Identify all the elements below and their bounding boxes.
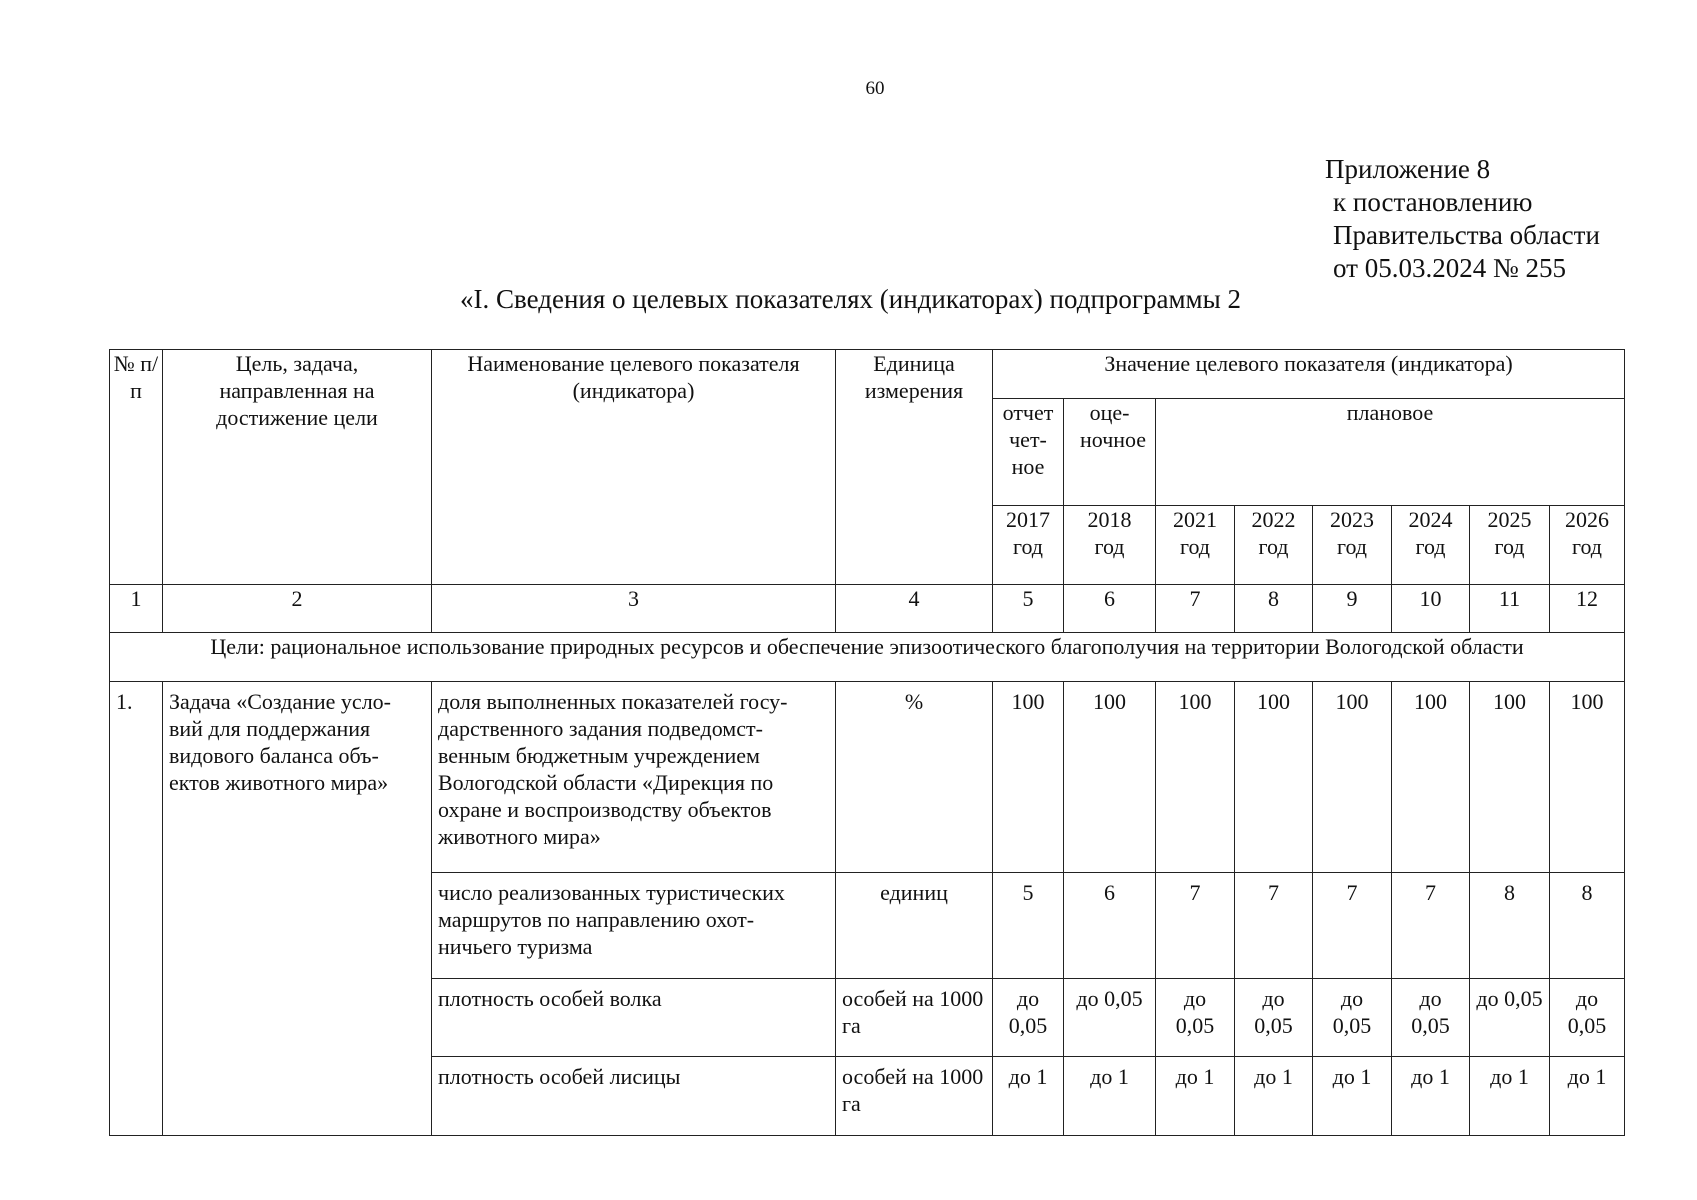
indicator-name: плотность особей волка [432, 979, 836, 1057]
column-number: 2 [163, 585, 432, 633]
task-cell: Задача «Создание усло- вий для поддержания видового баланса объ- ектов животного мира» [163, 682, 432, 1136]
indicator-value: 7 [1313, 873, 1392, 979]
appendix-line-3: Правительства области [1333, 220, 1600, 250]
header-year: 2023 год [1313, 506, 1392, 585]
appendix-note [1325, 153, 1600, 285]
page-number: 60 [865, 78, 885, 99]
indicator-value: до 1 [1392, 1057, 1470, 1136]
column-number: 5 [993, 585, 1064, 633]
indicator-value: 7 [1156, 873, 1235, 979]
indicator-value: 100 [1392, 682, 1470, 873]
column-number: 4 [836, 585, 993, 633]
header-year: 2024 год [1392, 506, 1470, 585]
indicator-value: до 0,05 [1550, 979, 1625, 1057]
indicator-value: до 0,05 [993, 979, 1064, 1057]
header-year: 2021 год [1156, 506, 1235, 585]
indicator-value: 100 [1313, 682, 1392, 873]
indicator-value: до 1 [1064, 1057, 1156, 1136]
column-number: 3 [432, 585, 836, 633]
column-number: 6 [1064, 585, 1156, 633]
column-number: 9 [1313, 585, 1392, 633]
indicator-unit: единиц [836, 873, 993, 979]
header-year: 2018 год [1064, 506, 1156, 585]
indicator-value: 100 [1550, 682, 1625, 873]
indicator-value: 7 [1235, 873, 1313, 979]
indicator-unit: % [836, 682, 993, 873]
indicator-name: число реализованных туристических маршрутов по направлению охот- ничьего туризма [432, 873, 836, 979]
column-number: 7 [1156, 585, 1235, 633]
header-indicator: Наименование целевого показателя (индикатора) [432, 350, 836, 585]
indicator-value: 8 [1550, 873, 1625, 979]
indicator-value: до 0,05 [1235, 979, 1313, 1057]
indicator-value: 8 [1470, 873, 1550, 979]
document-title: «I. Сведения о целевых показателях (индикаторах) подпрограммы 2 [460, 284, 1242, 314]
header-year: 2025 год [1470, 506, 1550, 585]
indicator-name: плотность особей лисицы [432, 1057, 836, 1136]
indicator-value: 100 [1156, 682, 1235, 873]
header-goal: Цель, задача, направленная на достижение цели [163, 350, 432, 585]
header-year: 2026 год [1550, 506, 1625, 585]
indicator-value: 5 [993, 873, 1064, 979]
indicator-value: до 1 [1235, 1057, 1313, 1136]
indicator-value: 100 [1470, 682, 1550, 873]
column-number: 12 [1550, 585, 1625, 633]
row-number: 1. [110, 682, 163, 1136]
header-year: 2017 год [993, 506, 1064, 585]
indicator-name: доля выполненных показателей госу- дарственного задания подведомст- венным бюджетным учреждением Вологодской области «Дирекция по охране и воспроизводству объектов животного мира» [432, 682, 836, 873]
indicator-unit: особей на 1000 га [836, 1057, 993, 1136]
indicator-value: до 0,05 [1156, 979, 1235, 1057]
indicator-value: до 1 [993, 1057, 1064, 1136]
indicator-value: 6 [1064, 873, 1156, 979]
indicator-value: до 0,05 [1470, 979, 1550, 1057]
indicator-unit: особей на 1000 га [836, 979, 993, 1057]
indicator-value: до 1 [1470, 1057, 1550, 1136]
indicator-value: 100 [1064, 682, 1156, 873]
indicator-value: 100 [993, 682, 1064, 873]
indicator-value: 7 [1392, 873, 1470, 979]
indicators-table [109, 349, 1625, 1136]
column-number: 10 [1392, 585, 1470, 633]
header-value: Значение целевого показателя (индикатора) [993, 350, 1625, 399]
header-planned: плановое [1156, 399, 1625, 506]
indicator-value: до 0,05 [1313, 979, 1392, 1057]
column-number: 8 [1235, 585, 1313, 633]
appendix-line-1: Приложение 8 [1325, 154, 1491, 184]
column-number: 1 [110, 585, 163, 633]
appendix-line-4: от 05.03.2024 № 255 [1333, 253, 1566, 283]
header-reported: отчет чет- ное [993, 399, 1064, 506]
indicator-value: до 1 [1313, 1057, 1392, 1136]
column-number: 11 [1470, 585, 1550, 633]
header-unit: Единица измерения [836, 350, 993, 585]
indicator-value: до 1 [1156, 1057, 1235, 1136]
goal-row: Цели: рациональное использование природных ресурсов и обеспечение эпизоотического благополучия на территории Вологодской области [110, 633, 1625, 682]
header-year: 2022 год [1235, 506, 1313, 585]
indicator-value: до 1 [1550, 1057, 1625, 1136]
indicator-value: до 0,05 [1064, 979, 1156, 1057]
header-num: № п/п [110, 350, 163, 585]
header-estimated: оце- ночное [1064, 399, 1156, 506]
indicator-value: до 0,05 [1392, 979, 1470, 1057]
indicator-value: 100 [1235, 682, 1313, 873]
appendix-line-2: к постановлению [1333, 187, 1533, 217]
